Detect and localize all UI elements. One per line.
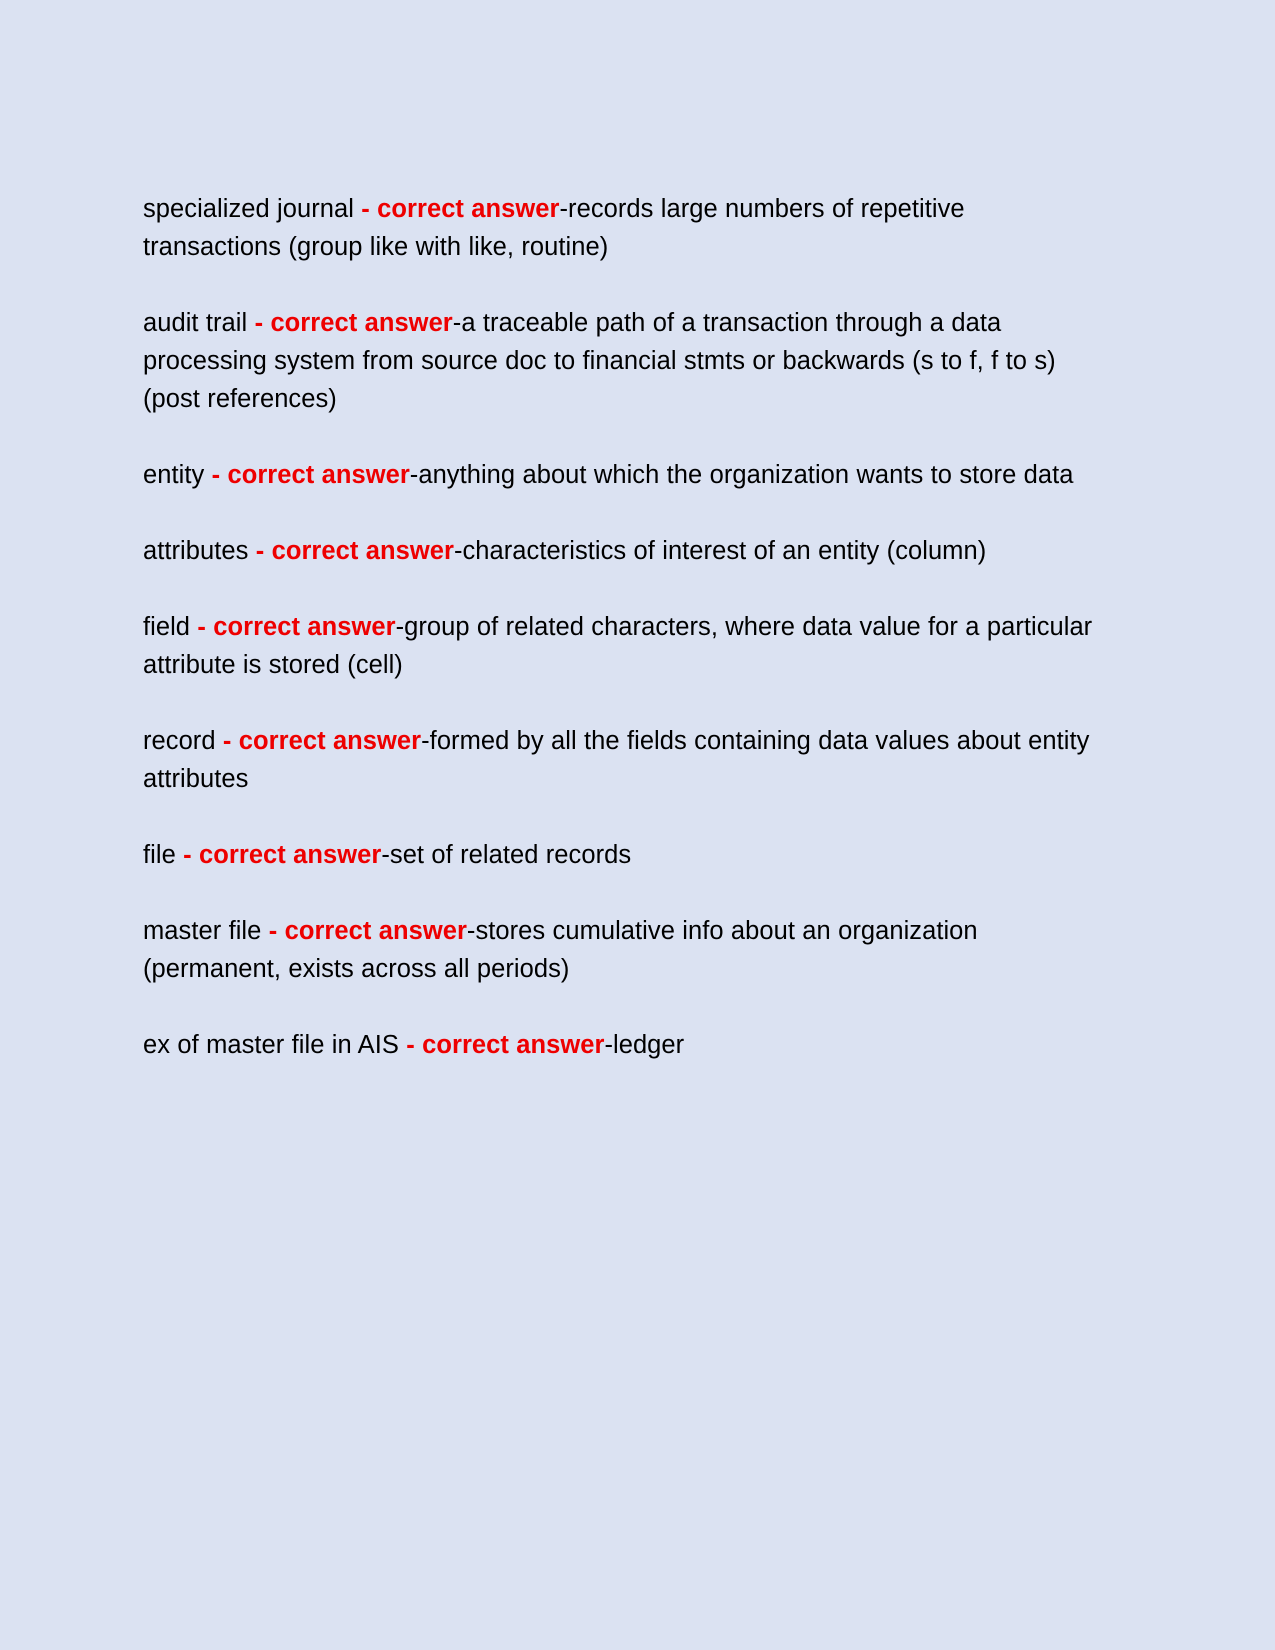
note-entry <box>143 608 1095 684</box>
note-term: file <box>143 841 176 869</box>
note-term: master file <box>143 917 262 945</box>
note-term: attributes <box>143 537 249 565</box>
note-term: field <box>143 613 191 641</box>
correct-answer-marker: - correct answer <box>353 195 560 223</box>
note-term: record <box>143 727 216 755</box>
note-entry <box>143 532 1095 570</box>
correct-answer-marker: - correct answer <box>247 309 453 337</box>
correct-answer-marker: - correct answer <box>398 1031 605 1059</box>
correct-answer-marker: - correct answer <box>248 537 454 565</box>
note-term: entity <box>143 461 205 489</box>
correct-answer-marker: - correct answer <box>261 917 467 945</box>
study-notes-list <box>143 190 1095 1064</box>
note-definition: -characteristics of interest of an entity (column) <box>453 537 987 565</box>
correct-answer-marker: - correct answer <box>190 613 396 641</box>
note-definition: -a traceable path of a transaction through a data processing system from source doc to financial stmts or backwards (s to f, f to s) (post references) <box>143 309 1056 413</box>
note-term: specialized journal <box>143 195 354 223</box>
note-definition: -ledger <box>604 1031 685 1059</box>
note-entry <box>143 1026 1095 1064</box>
note-entry <box>143 190 1095 266</box>
note-definition: -anything about which the organization wants to store data <box>409 461 1074 489</box>
note-entry <box>143 456 1095 494</box>
note-definition: -stores cumulative info about an organization (permanent, exists across all periods) <box>143 917 978 983</box>
note-entry <box>143 722 1095 798</box>
note-entry <box>143 304 1095 418</box>
note-definition: -formed by all the fields containing data values about entity attributes <box>143 727 1090 793</box>
note-term: ex of master file in AIS <box>143 1031 399 1059</box>
correct-answer-marker: - correct answer <box>215 727 422 755</box>
note-entry <box>143 912 1095 988</box>
note-term: audit trail <box>143 309 248 337</box>
note-definition: -records large numbers of repetitive transactions (group like with like, routine) <box>143 195 965 261</box>
note-entry <box>143 836 1095 874</box>
note-definition: -group of related characters, where data value for a particular attribute is stored (cell) <box>143 613 1093 679</box>
note-definition: -set of related records <box>381 841 632 869</box>
correct-answer-marker: - correct answer <box>175 841 382 869</box>
correct-answer-marker: - correct answer <box>204 461 410 489</box>
